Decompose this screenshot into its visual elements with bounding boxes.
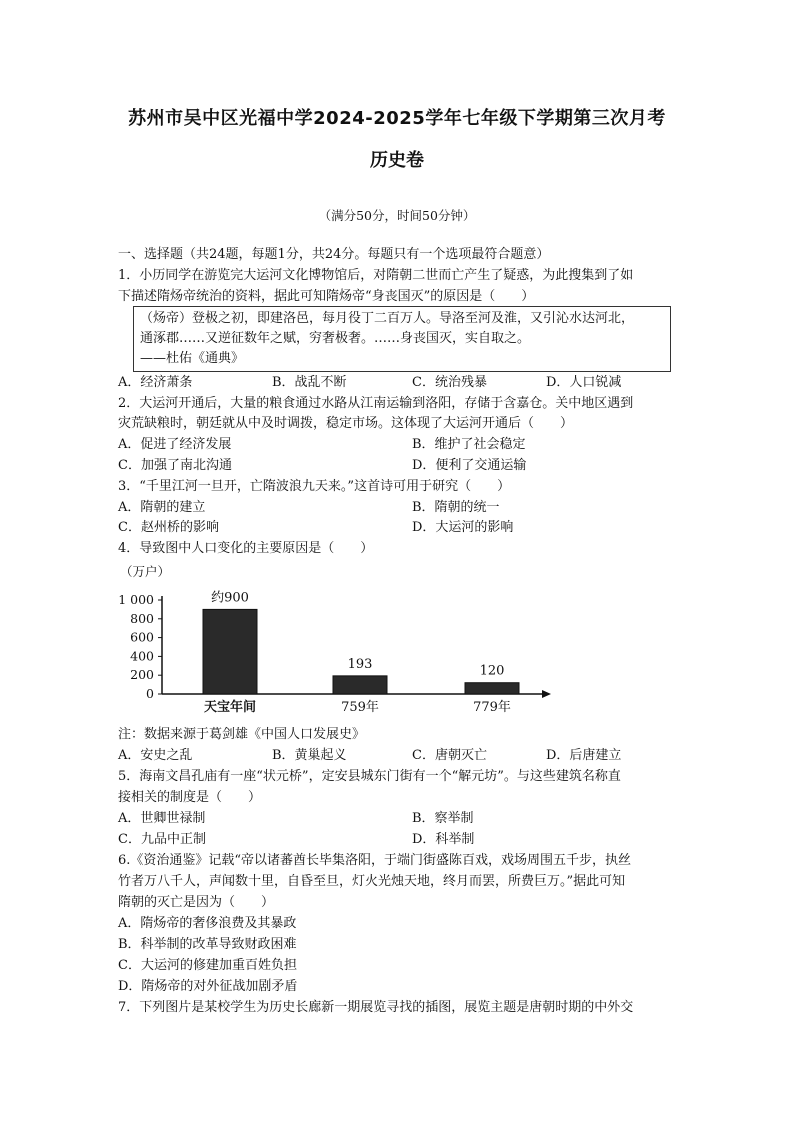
exam-title: 苏州市吴中区光福中学2024-2025学年七年级下学期第三次月考 [128,108,666,129]
y-tick-label: 800 [130,610,154,626]
q6-option-d[interactable]: D．隋炀帝的对外征战加剧矛盾 [118,979,298,994]
question-2-line-1: 2．大运河开通后，大量的粮食通过水路从江南运输到洛阳，存储于含嘉仓。关中地区遇到 [118,396,634,411]
question-5-line-2: 接相关的制度是（ ） [118,790,262,805]
q2-option-b[interactable]: B．维护了社会稳定 [412,437,526,452]
y-tick-label: 0 [146,686,154,701]
y-tick-label: 600 [130,629,154,645]
q5-option-b[interactable]: B．察举制 [412,811,474,826]
q2-option-a[interactable]: A．促进了经济发展 [118,437,232,452]
question-6-line-2: 竹者万八千人，声闻数十里，自昏至旦，灯火光烛天地，终月而罢，所费巨万。”据此可知 [118,874,626,889]
q3-option-d[interactable]: D．大运河的影响 [412,520,514,535]
question-1-quote-box [133,306,671,372]
q1-option-c[interactable]: C．统治残暴 [412,375,487,390]
quote-line-2: 通涿郡……又逆征数年之赋，穷奢极奢。……身丧国灭，实自取之。 [140,331,531,346]
y-tick-label: 1 000 [118,592,154,607]
exam-subtitle: （满分50分，时间50分钟） [318,208,476,223]
q6-option-c[interactable]: C．大运河的修建加重百姓负担 [118,958,297,973]
q6-option-b[interactable]: B．科举制的改革导致财政困难 [118,937,297,952]
y-tick-label: 400 [130,648,154,664]
section-heading: 一、选择题（共24题，每题1分，共24分。每题只有一个选项最符合题意） [118,247,550,262]
bar-data-label: 193 [347,656,373,672]
x-category-label: 天宝年间 [203,700,257,715]
q4-option-c[interactable]: C．唐朝灭亡 [412,748,487,763]
bar-data-label: 120 [479,663,505,679]
q2-option-d[interactable]: D．便利了交通运输 [412,458,527,473]
q4-option-a[interactable]: A．安史之乱 [118,748,193,763]
question-3-line-1: 3．“千里江河一旦开，亡隋波浪九天来。”这首诗可用于研究（ ） [118,479,511,494]
q6-option-a[interactable]: A．隋炀帝的奢侈浪费及其暴政 [118,916,297,931]
q5-option-d[interactable]: D．科举制 [412,832,475,847]
x-category-label: 759年 [341,700,379,715]
x-axis-arrow [542,690,551,698]
q4-option-b[interactable]: B．黄巢起义 [272,748,347,763]
quote-source: ——杜佑《通典》 [140,351,245,366]
population-bar-chart [110,562,570,722]
bar [203,609,257,694]
x-category-label: 779年 [473,700,511,715]
q1-option-a[interactable]: A．经济萧条 [118,375,193,390]
bar [333,676,387,694]
q5-option-c[interactable]: C．九品中正制 [118,832,206,847]
question-4-note: 注：数据来源于葛剑雄《中国人口发展史》 [118,727,366,742]
question-4-line-1: 4．导致图中人口变化的主要原因是（ ） [118,541,374,556]
q5-option-a[interactable]: A．世卿世禄制 [118,811,206,826]
q1-option-d[interactable]: D．人口锐减 [546,375,622,390]
q3-option-c[interactable]: C．赵州桥的影响 [118,520,219,535]
question-6-line-3: 隋朝的灭亡是因为（ ） [118,895,275,910]
y-axis-label: （万户） [120,564,171,579]
question-7-line-1: 7．下列图片是某校学生为历史长廊新一期展览寻找的插图，展览主题是唐朝时期的中外交 [118,1000,634,1015]
q1-option-b[interactable]: B．战乱不断 [272,375,347,390]
bar [465,683,519,694]
q4-option-d[interactable]: D．后唐建立 [546,748,622,763]
quote-line-1: （炀帝）登极之初，即建洛邑，每月役丁二百万人。导洛至河及淮，又引沁水达河北， [140,311,635,326]
question-6-line-1: 6.《资治通鉴》记载“帝以诸蕃酋长毕集洛阳，于端门街盛陈百戏，戏场周围五千步，执丝 [118,853,632,868]
question-1-line-1: 1．小历同学在游览完大运河文化博物馆后，对隋朝二世而亡产生了疑惑，为此搜集到了如 [118,268,634,283]
bar-data-label: 约900 [211,590,249,606]
y-tick-label: 200 [130,667,154,683]
q3-option-a[interactable]: A．隋朝的建立 [118,500,206,515]
question-1-line-2: 下描述隋炀帝统治的资料，据此可知隋炀帝“身丧国灭”的原因是（ ） [118,289,535,304]
question-2-line-2: 灾荒缺粮时，朝廷就从中及时调拨，稳定市场。这体现了大运河开通后（ ） [118,416,574,431]
question-5-line-1: 5．海南文昌孔庙有一座“状元桥”，定安县城东门街有一个“解元坊”。与这些建筑名称直 [118,769,621,784]
q2-option-c[interactable]: C．加强了南北沟通 [118,458,232,473]
exam-subject-title: 历史卷 [370,150,424,171]
q3-option-b[interactable]: B．隋朝的统一 [412,500,500,515]
